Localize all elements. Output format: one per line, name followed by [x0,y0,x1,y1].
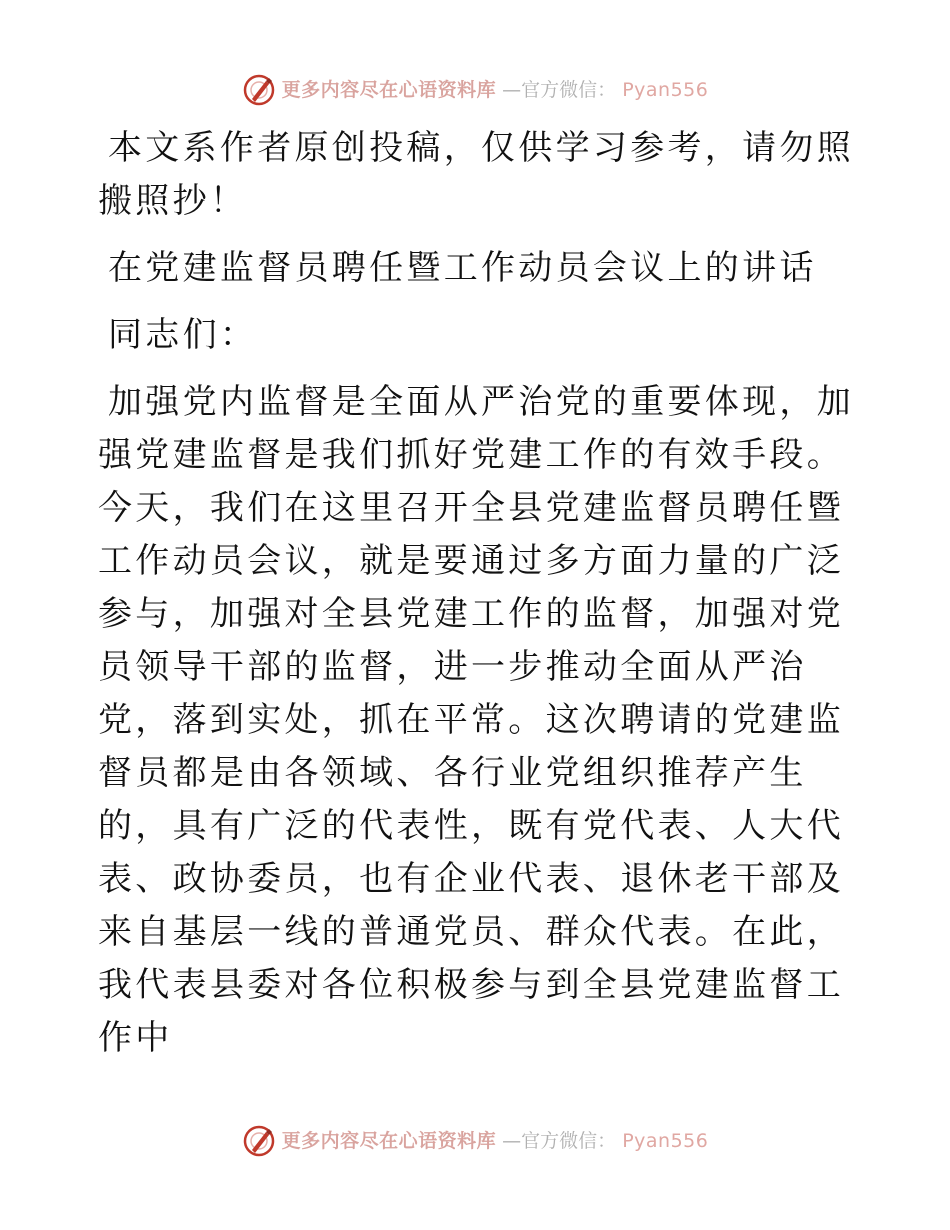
copyright-notice: 本文系作者原创投稿，仅供学习参考，请勿照搬照抄！ [98,128,854,221]
body-paragraph: 加强党内监督是全面从严治党的重要体现，加强党建监督是我们抓好党建工作的有效手段。今天，我们在这里召开全县党建监督员聘任暨工作动员会议，就是要通过多方面力量的广泛参与，加强对全县党建工作的监督，加强对党员领导干部的监督，进一步推动全面从严治党，落到实处，抓在平常。这次聘请的党建监督员都是由各领域、各行业党组织推荐产生的，具有广泛的代表性，既有党代表、人大代表、政协委员，也有企业代表、退休老干部及来自基层一线的普通党员、群众代表。在此，我代表县委对各位积极参与到全县党建监督工作中 [98,382,854,1058]
greeting: 同志们： [108,315,258,355]
watermark-site-name: 更多内容尽在心语资料库 [281,78,497,101]
pen-circle-logo-icon [242,73,276,107]
watermark-site-name: 更多内容尽在心语资料库 [281,1129,497,1152]
watermark-wechat-id: Pyan556 [622,1129,709,1152]
header-watermark [0,70,950,110]
watermark-separator: —官方微信： [502,1129,617,1152]
watermark-separator: —官方微信： [502,78,617,101]
document-body [98,122,858,1065]
pen-circle-logo-icon [242,1124,276,1158]
watermark-wechat-id: Pyan556 [622,78,709,101]
footer-watermark [0,1121,950,1161]
speech-title: 在党建监督员聘任暨工作动员会议上的讲话 [108,248,817,288]
